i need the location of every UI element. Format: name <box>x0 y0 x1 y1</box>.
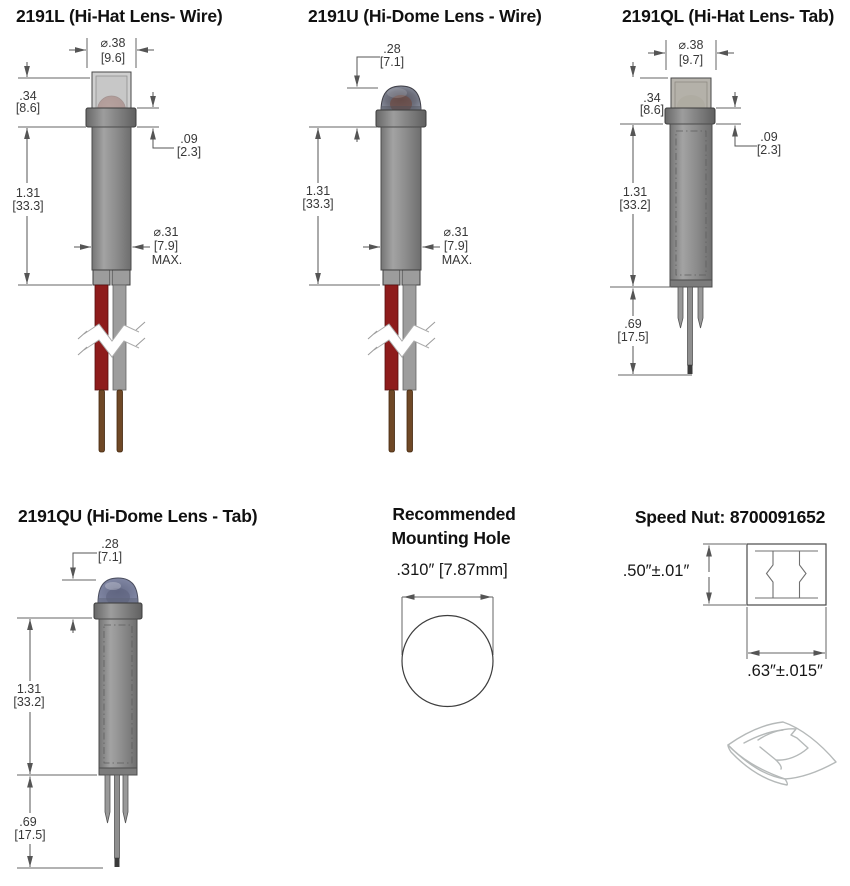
dim-lens-dia-in: ⌀.38 <box>100 36 126 50</box>
dim-body-len-in: 1.31 <box>16 682 42 696</box>
body-endcap <box>670 280 712 287</box>
mounting-hole-circle <box>402 616 493 707</box>
bare-wire-left <box>99 390 105 452</box>
dim-lens-dia-mm: [9.7] <box>678 53 704 67</box>
flange <box>86 108 136 127</box>
dim-body-dia-qual: MAX. <box>441 253 473 267</box>
panel-title-2191l: 2191L (Hi-Hat Lens- Wire) <box>16 6 223 26</box>
dim-flange-in: .09 <box>760 130 778 144</box>
dim-pin-len-mm: [17.5] <box>617 330 649 344</box>
panel-title-2191qu: 2191QU (Hi-Dome Lens - Tab) <box>18 506 258 526</box>
mounting-hole-diameter: .310″ [7.87mm] <box>396 561 508 579</box>
dim-body-len-in: 1.31 <box>15 186 41 200</box>
bare-wire-right <box>117 390 123 452</box>
dim-pin-len-in: .69 <box>19 815 37 829</box>
dim-cap-in: .34 <box>643 91 661 105</box>
panel-title-2191u: 2191U (Hi-Dome Lens - Wire) <box>308 6 542 26</box>
speed-nut-3d-sketch <box>728 722 836 785</box>
dim-lens-dia-mm: [9.6] <box>100 51 126 65</box>
dim-flange-in: .09 <box>180 132 198 146</box>
dim-flange-mm: [2.3] <box>756 143 782 157</box>
tab-pin-left <box>105 775 110 823</box>
dim-pin-len-in: .69 <box>624 317 642 331</box>
wire-break-symbol <box>368 322 435 357</box>
wire-crimp-left <box>93 270 110 285</box>
wire-break-symbol <box>78 322 145 357</box>
speed-nut-width: .63″±.015″ <box>747 662 823 680</box>
flange <box>665 108 715 124</box>
center-pin-tip <box>115 858 120 867</box>
dim-flange-mm: [2.3] <box>176 145 202 159</box>
speed-nut-outline <box>747 544 826 605</box>
dim-cap-mm: [8.6] <box>15 101 41 115</box>
dim-body-len-mm: [33.2] <box>13 695 45 709</box>
dim-lens-h-in: .28 <box>383 42 401 56</box>
dim-cap-mm: [8.6] <box>639 103 665 117</box>
dim-pin-len-mm: [17.5] <box>14 828 46 842</box>
tab-pin-right <box>123 775 128 823</box>
lamp-body <box>99 619 137 768</box>
body-endcap <box>99 768 137 775</box>
panel-title-2191ql: 2191QL (Hi-Hat Lens- Tab) <box>622 6 835 26</box>
dim-lens-h-mm: [7.1] <box>379 55 405 69</box>
flange <box>376 110 426 127</box>
dome-highlight <box>105 582 121 590</box>
dim-body-len-in: 1.31 <box>305 184 331 198</box>
center-pin-tip <box>688 365 693 374</box>
speed-nut-height: .50″±.01″ <box>622 562 690 580</box>
dim-lens-h-in: .28 <box>101 537 119 551</box>
dim-lens-h-mm: [7.1] <box>97 550 123 564</box>
dim-body-dia-in: ⌀.31 <box>153 225 179 239</box>
dim-body-len-mm: [33.2] <box>619 198 651 212</box>
lamp-body <box>381 127 421 270</box>
dim-body-dia-mm: [7.9] <box>153 239 179 253</box>
mounting-hole-title-line2: Mounting Hole <box>391 528 511 548</box>
center-pin <box>688 287 693 365</box>
center-pin <box>115 775 120 858</box>
lamp-2191l-drawing <box>15 38 174 452</box>
wire-crimp-left <box>383 270 400 285</box>
tab-pin-right <box>698 287 703 328</box>
bare-wire-right <box>407 390 413 452</box>
dome-base-shadow <box>99 598 137 603</box>
mounting-hole-title-line1: Recommended <box>392 504 516 524</box>
dim-body-dia-mm: [7.9] <box>443 239 469 253</box>
dim-body-len-mm: [33.3] <box>302 197 334 211</box>
dim-cap-in: .34 <box>19 89 37 103</box>
wire-crimp-right <box>112 270 130 285</box>
dim-body-len-in: 1.31 <box>622 185 648 199</box>
lamp-body <box>92 127 131 270</box>
bare-wire-left <box>389 390 395 452</box>
hihat-lens-inner <box>96 76 127 109</box>
wire-crimp-right <box>402 270 420 285</box>
dim-body-dia-qual: MAX. <box>151 253 183 267</box>
flange <box>94 603 142 619</box>
dim-body-dia-in: ⌀.31 <box>443 225 469 239</box>
dim-body-len-mm: [33.3] <box>12 199 44 213</box>
hihat-lens-inner <box>675 82 707 109</box>
dome-highlight <box>387 88 407 98</box>
lamp-2191u-drawing <box>309 57 440 452</box>
mounting-hole-drawing <box>402 597 493 707</box>
tab-pin-left <box>678 287 683 328</box>
speed-nut-title: Speed Nut: 8700091652 <box>634 507 826 527</box>
dim-lens-dia-in: ⌀.38 <box>678 38 704 52</box>
